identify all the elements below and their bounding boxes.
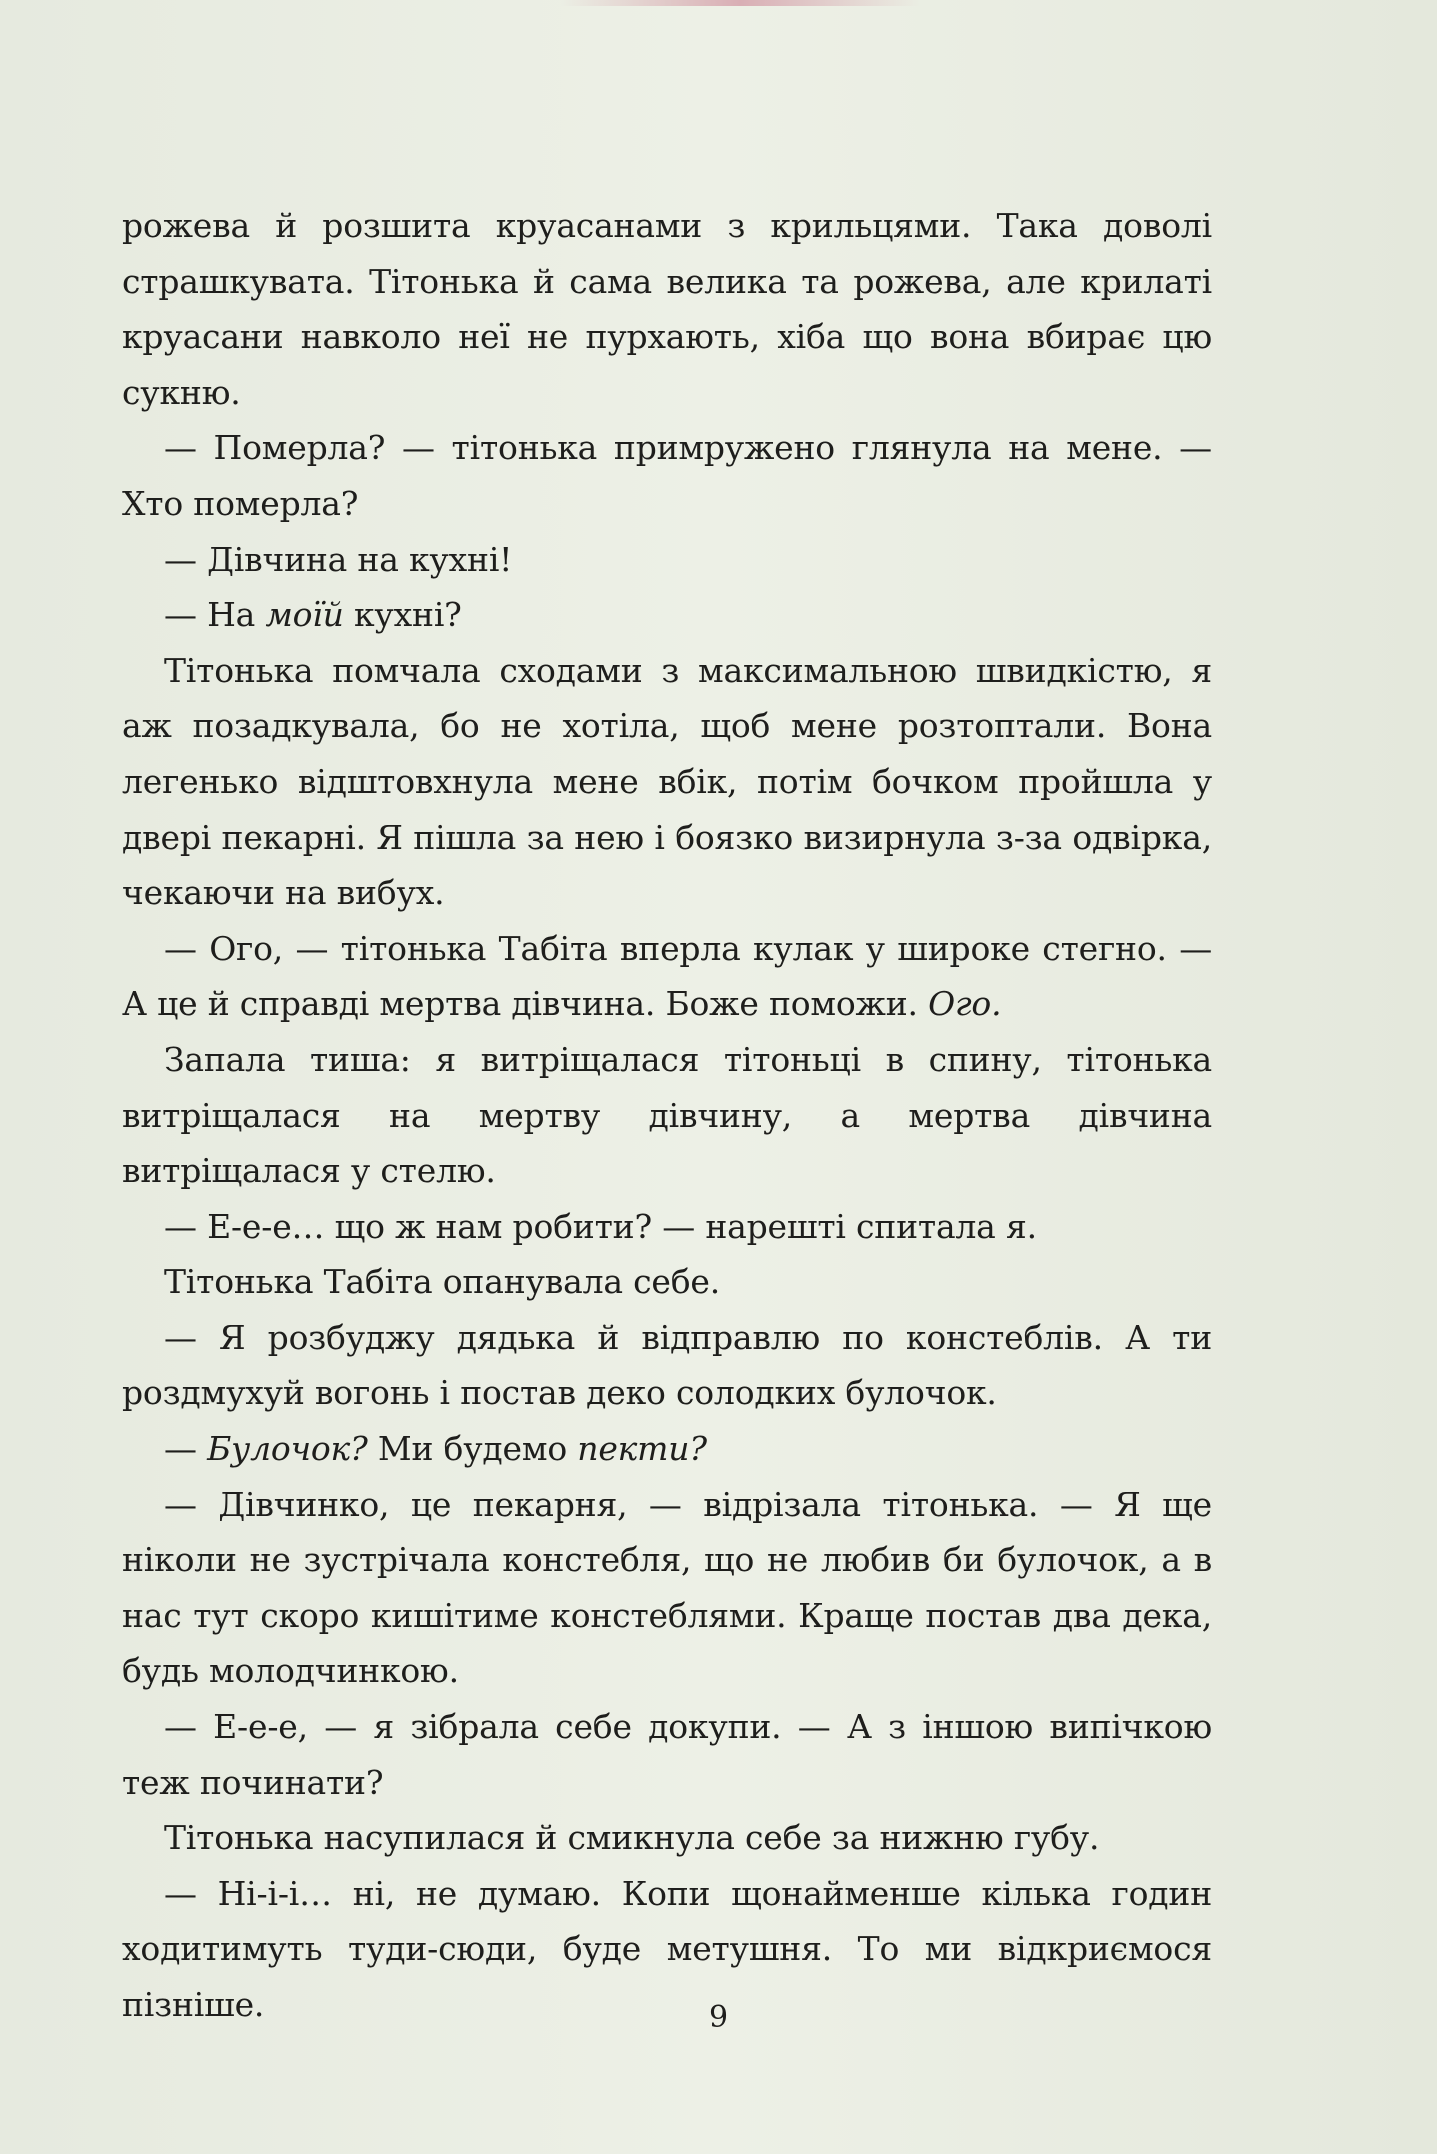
paragraph-p3 xyxy=(122,532,1212,588)
paragraph-p10 xyxy=(122,1310,1212,1421)
text-run: — xyxy=(164,1429,208,1469)
italic-text: моїй xyxy=(265,595,344,635)
italic-text: пекти? xyxy=(577,1429,707,1469)
text-run: Ми будемо xyxy=(367,1429,578,1469)
text-run: Тітонька Табіта опанувала себе. xyxy=(164,1262,720,1302)
text-run: — Померла? — тітонька примружено глянула на мене. — Хто померла? xyxy=(122,428,1212,523)
body-text xyxy=(122,198,1212,2033)
text-run: — Е-е-е… що ж нам робити? — нарешті спитала я. xyxy=(164,1206,1037,1246)
paragraph-p6 xyxy=(122,921,1212,1032)
paragraph-p13 xyxy=(122,1699,1212,1810)
paragraph-p14 xyxy=(122,1810,1212,1866)
paragraph-p7 xyxy=(122,1032,1212,1199)
text-run: — Е-е-е, — я зібрала себе докупи. — А з іншою випічкою теж починати? xyxy=(122,1707,1212,1802)
paragraph-p4 xyxy=(122,587,1212,643)
text-run: — Ого, — тітонька Табіта вперла кулак у широке стегно. — А це й справді мертва дівчина. Боже поможи. xyxy=(122,928,1212,1024)
text-run: рожева й розшита круасанами з крильцями. Така доволі страшкувата. Тітонька й сама велика та рожева, але крилаті круасани навколо неї не пурхають, хіба що вона вбирає цю сукню. xyxy=(122,206,1212,412)
italic-text: Ого. xyxy=(928,984,1002,1024)
text-run: Тітонька насупилася й смикнула себе за нижню губу. xyxy=(164,1818,1100,1858)
text-run: — Я розбуджу дядька й відправлю по констеблів. А ти роздмухуй вогонь і постав деко солодких булочок. xyxy=(122,1317,1212,1413)
page-top-edge xyxy=(560,0,920,6)
paragraph-p1 xyxy=(122,198,1212,420)
paragraph-p8 xyxy=(122,1199,1212,1255)
text-run: — На xyxy=(164,595,266,635)
paragraph-p5 xyxy=(122,643,1212,921)
page-number: 9 xyxy=(708,2000,729,2035)
paragraph-p11 xyxy=(122,1421,1212,1477)
text-run: — Дівчинко, це пекарня, — відрізала тітонька. — Я ще ніколи не зустрічала констебля, що не любив би булочок, а в нас тут скоро кишітиме констеблями. Краще постав два дека, будь молодчинкою. xyxy=(122,1484,1212,1691)
paragraph-p12 xyxy=(122,1477,1212,1699)
paragraph-p9 xyxy=(122,1254,1212,1310)
text-run: — Ні-і-і… ні, не думаю. Копи щонайменше кілька годин ходитимуть туди-сюди, буде метушня. То ми відкриємося пізніше. xyxy=(122,1873,1212,2024)
text-run: Тітонька помчала сходами з максимальною швидкістю, я аж позадкувала, бо не хотіла, щоб мене розтоптали. Вона легенько відштовхнула мене вбік, потім бочком пройшла у двері пекарні. Я пішла за нею і боязко визирнула з-за одвірка, чекаючи на вибух. xyxy=(122,650,1212,913)
italic-text: Булочок? xyxy=(207,1429,368,1469)
text-run: — Дівчина на кухні! xyxy=(164,539,513,579)
paragraph-p2 xyxy=(122,420,1212,531)
text-run: Запала тиша: я витріщалася тітоньці в спину, тітонька витріщалася на мертву дівчину, а мертва дівчина витріщалася у стелю. xyxy=(122,1039,1212,1191)
text-run: кухні? xyxy=(343,595,462,635)
